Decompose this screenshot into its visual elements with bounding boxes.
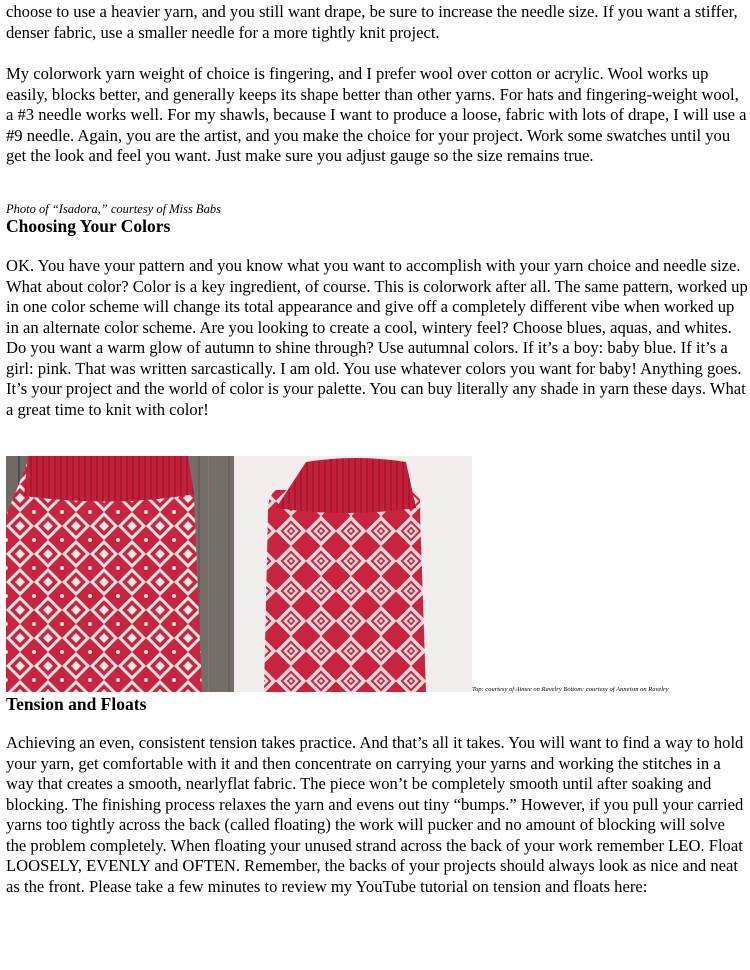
paragraph-needle-size: choose to use a heavier yarn, and you still want drape, be sure to increase the needle size. If you want a stiffer, denser fabric, use a smaller needle for a more tightly knit project. bbox=[6, 2, 738, 42]
photo-caption-socks: Top: courtesy of Aimee on Ravelry Bottom: courtesy of Anneism on Ravelry bbox=[472, 686, 669, 693]
sock-photos bbox=[6, 456, 472, 692]
left-sock bbox=[6, 456, 202, 692]
sock-photos-image bbox=[6, 456, 472, 692]
heading-choosing-colors: Choosing Your Colors bbox=[6, 216, 171, 236]
heading-tension-floats: Tension and Floats bbox=[6, 694, 147, 714]
right-sock bbox=[264, 458, 426, 692]
paragraph-colors: OK. You have your pattern and you know what you want to accomplish with your yarn choice and needle size. What about color? Color is a key ingredient, of course. This is colorwork after all. The same pattern, worked up in one color scheme will change its total appearance and give off a completely different vibe when worked up in an alternate color scheme. Are you looking to create a cool, wintery feel? Choose blues, aquas, and whites. Do you want a warm glow of autumn to shine through? Use autumnal colors. If it’s a boy: baby blue. If it’s a girl: pink. That was written sarcastically. I am old. You use whatever colors you want for baby! Anything goes. It’s your project and the world of color is your palette. You can buy literally any shade in yarn these days. What a great time to knit with color! bbox=[6, 256, 748, 419]
paragraph-tension: Achieving an even, consistent tension takes practice. And that’s all it takes. You will want to find a way to hold your yarn, get comfortable with it and then concentrate on carrying your yarns and working the stitches in a way that creates a smooth, nearlyflat fabric. The piece won’t be completely smooth until after soaking and blocking. The finishing process relaxes the yarn and evens out tiny “bumps.” However, if you pull your carried yarns too tightly across the back (called floating) the work will pucker and no amount of blocking will solve the problem completely. When floating your unused strand across the back of your work remember LEO. Float LOOSELY, EVENLY and OFTEN. Remember, the backs of your projects should always look as nice and neat as the front. Please take a few minutes to review my YouTube tutorial on tension and floats here: bbox=[6, 733, 744, 896]
photo-caption-isadora: Photo of “Isadora,” courtesy of Miss Babs bbox=[6, 202, 221, 216]
paragraph-yarn-weight: My colorwork yarn weight of choice is fingering, and I prefer wool over cotton or acrylic. Wool works up easily, blocks better, and generally keeps its shape better than other yarns. For hats and fingering-weight wool, a #3 needle works well. For my shawls, because I want to produce a loose, fabric with lots of drape, I will use a #9 needle. Again, you are the artist, and you make the choice for your project. Work some swatches until you get the look and feel you want. Just make sure you adjust gauge so the size remains true. bbox=[6, 64, 747, 165]
